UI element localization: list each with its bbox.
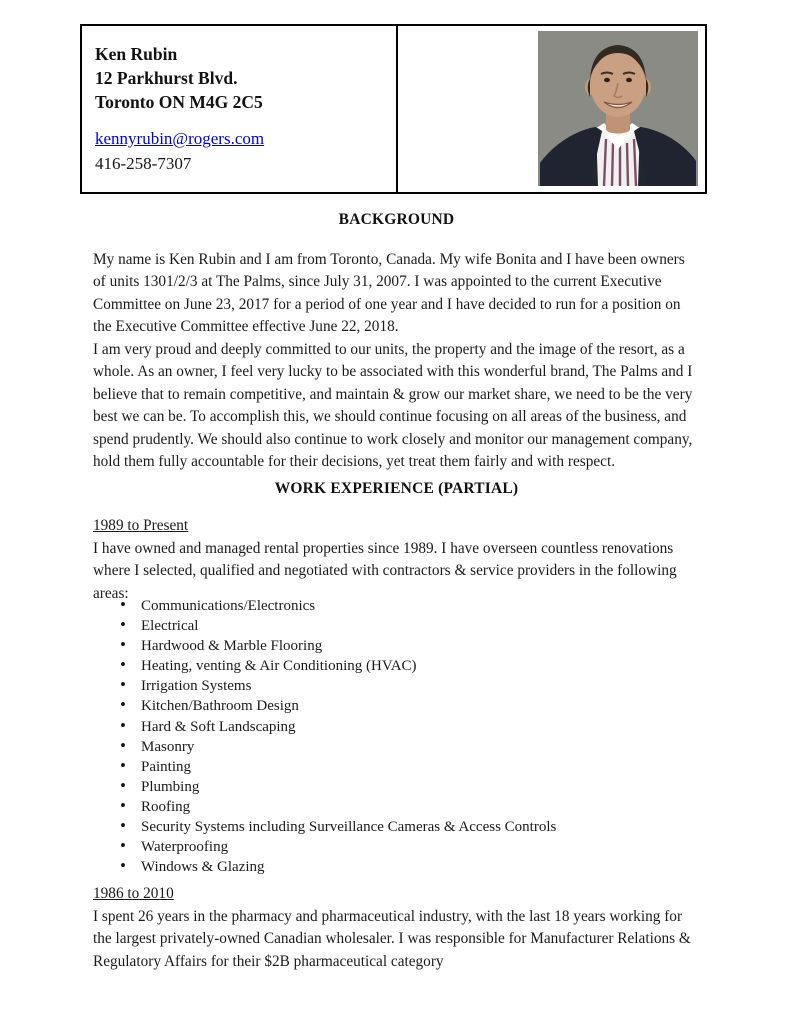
email-link[interactable]: kennyrubin@rogers.com <box>95 129 265 148</box>
background-paragraph-1: My name is Ken Rubin and I am from Toronto, Canada. My wife Bonita and I have been owners of units 1301/2/3 at The Palms, since July 31, 2007. I was appointed to the current Executive Committee on June 23, 2017 for a period of one year and I have decided to run for a position on the Executive Committee effective June 22, 2018. <box>93 251 685 336</box>
contact-address-line2: Toronto ON M4G 2C5 <box>95 92 263 112</box>
contact-address-line1: 12 Parkhurst Blvd. <box>95 68 238 88</box>
list-item: • Kitchen/Bathroom Design <box>93 696 700 716</box>
portrait-photo <box>538 31 698 186</box>
list-item: • Electrical <box>93 616 700 636</box>
list-item: • Painting <box>93 757 700 777</box>
list-item: • Masonry <box>93 737 700 757</box>
phone-number: 416-258-7307 <box>95 154 192 173</box>
job1-period: 1989 to Present <box>93 517 189 534</box>
list-item: • Windows & Glazing <box>93 857 700 877</box>
job2-period: 1986 to 2010 <box>93 885 174 902</box>
job1-intro: I have owned and managed rental properties since 1989. I have overseen countless renovations where I selected, qualified and negotiated with contractors & service providers in the following areas: <box>93 540 677 602</box>
list-item: • Hardwood & Marble Flooring <box>93 636 700 656</box>
list-item: • Security Systems including Surveillance Cameras & Access Controls <box>93 817 700 837</box>
background-heading: BACKGROUND <box>338 211 455 228</box>
list-item: • Plumbing <box>93 777 700 797</box>
list-item: • Communications/Electronics <box>93 596 700 616</box>
renovation-areas-list <box>93 596 700 877</box>
contact-info-cell <box>82 26 398 192</box>
contact-name: Ken Rubin <box>95 44 178 64</box>
list-item: • Hard & Soft Landscaping <box>93 717 700 737</box>
contact-name-address <box>95 42 386 114</box>
list-item: • Heating, venting & Air Conditioning (HVAC) <box>93 656 700 676</box>
list-item: • Roofing <box>93 797 700 817</box>
contact-table <box>80 24 707 194</box>
job2-description: I spent 26 years in the pharmacy and pharmaceutical industry, with the last 18 years working for the largest privately-owned Canadian wholesaler. I was responsible for Manufacturer Relations & Regulatory Affairs for their $2B pharmaceutical category <box>93 908 691 970</box>
background-paragraph-2: I am very proud and deeply committed to our units, the property and the image of the resort, as a whole. As an owner, I feel very lucky to be associated with this wonderful brand, The Palms and I believe that to remain competitive, and maintain & grow our market share, we need to be the very best we can be. To accomplish this, we should continue focusing on all areas of the business, and spend prudently. We should also continue to work closely and monitor our management company, hold them fully accountable for their decisions, yet treat them fairly and with respect. <box>93 341 693 471</box>
contact-details <box>95 126 386 176</box>
photo-cell <box>398 26 705 192</box>
work-experience-heading: WORK EXPERIENCE (PARTIAL) <box>274 480 519 497</box>
list-item: • Irrigation Systems <box>93 676 700 696</box>
list-item: • Waterproofing <box>93 837 700 857</box>
